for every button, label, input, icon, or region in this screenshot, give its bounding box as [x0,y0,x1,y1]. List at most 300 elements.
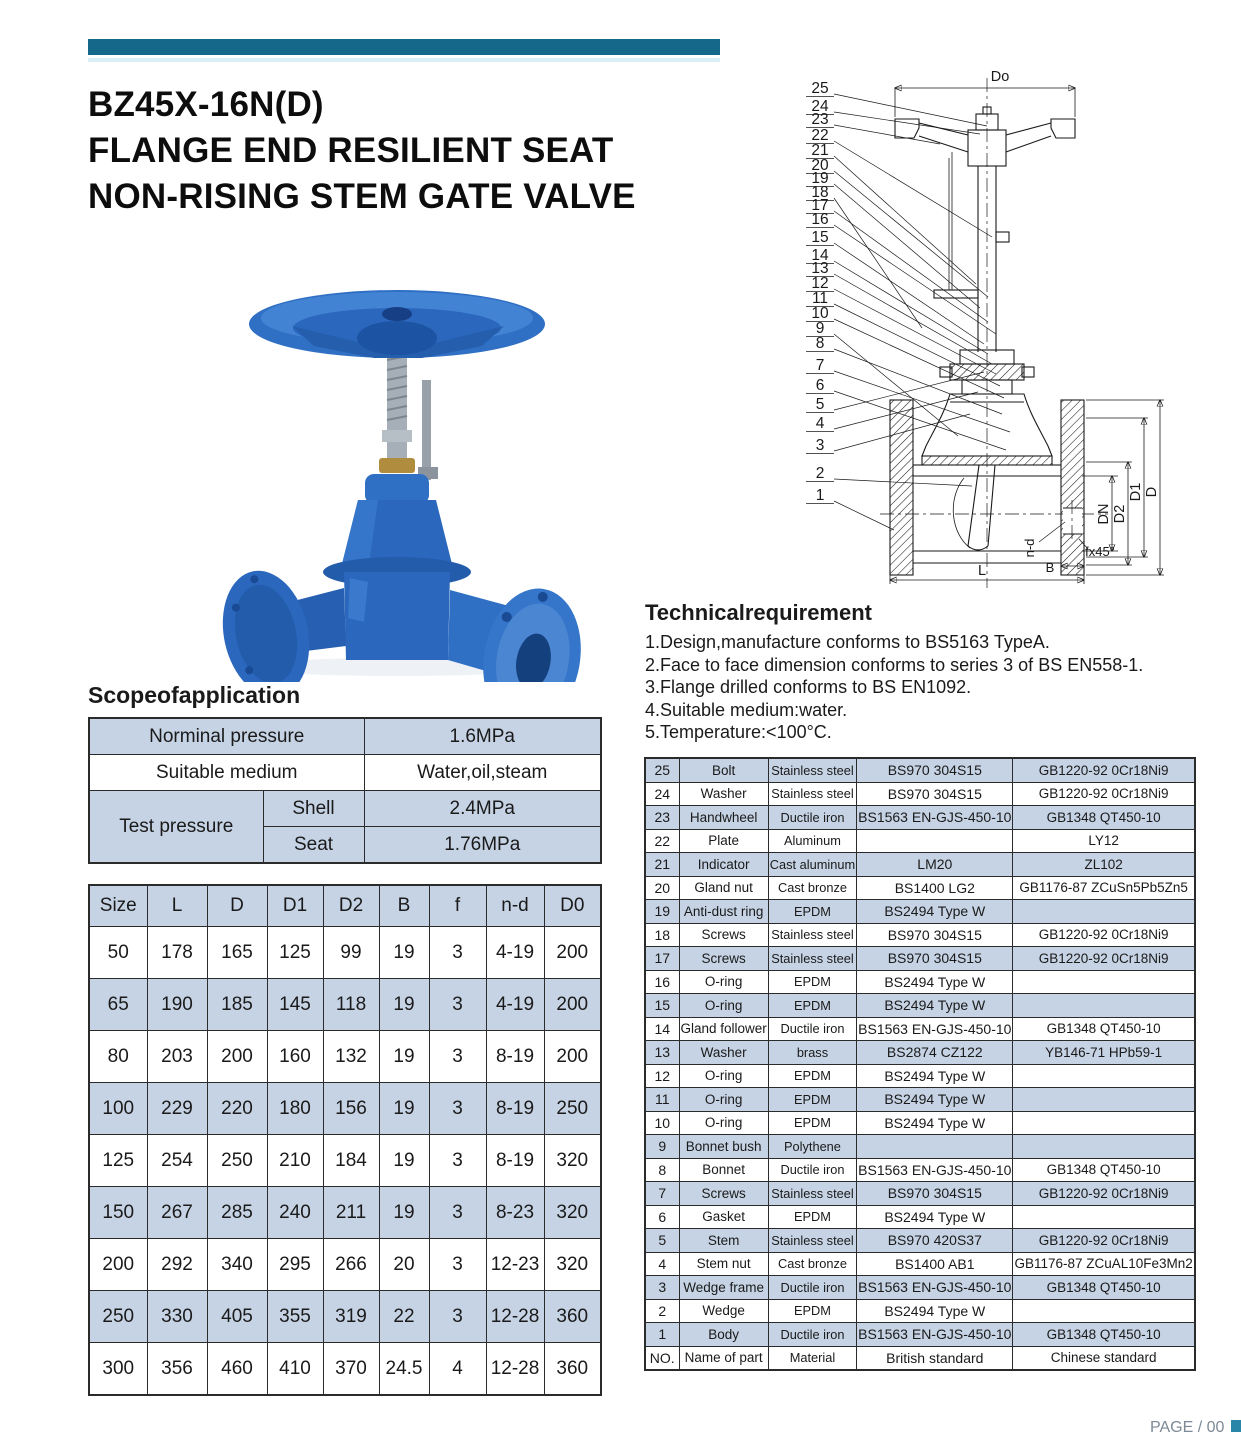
table-cell: 19 [379,1135,429,1187]
table-cell: O-ring [679,1111,768,1135]
parts-header-row [645,1346,1195,1370]
table-cell: NO. [645,1346,679,1370]
table-cell: 11 [645,1088,679,1112]
table-cell: Handwheel [679,806,768,830]
table-cell: 254 [147,1135,207,1187]
table-cell: 200 [544,1031,601,1083]
table-cell [1013,900,1195,924]
table-cell: BS2874 CZ122 [857,1041,1013,1065]
table-cell: Bolt [679,758,768,782]
table-cell: BS1400 LG2 [857,876,1013,900]
table-cell: 229 [147,1083,207,1135]
table-cell: GB1220-92 0Cr18Ni9 [1013,1229,1195,1253]
table-cell: 405 [207,1291,267,1343]
table-cell: 320 [544,1135,601,1187]
table-cell: 100 [89,1083,147,1135]
scope-label: Suitable medium [89,755,364,791]
table-cell: Material [768,1346,856,1370]
table-row [645,876,1195,900]
table-cell: BS2494 Type W [857,1111,1013,1135]
table-cell: Gland follower [679,1017,768,1041]
diagram-part-number: 5 [815,396,825,413]
table-cell: B [379,885,429,927]
header-accent-bar-light [88,58,720,62]
table-cell: 240 [267,1187,323,1239]
table-cell: Stainless steel [768,782,856,806]
table-row [645,1252,1195,1276]
table-cell: 370 [323,1343,379,1396]
table-cell: 200 [207,1031,267,1083]
table-cell: 145 [267,979,323,1031]
table-cell: 132 [323,1031,379,1083]
table-cell: EPDM [768,994,856,1018]
tech-requirement-item: 2.Face to face dimension conforms to series 3 of BS EN558-1. [645,654,1144,675]
table-cell: Indicator [679,853,768,877]
dim-label-l: L [977,563,987,579]
table-cell: 460 [207,1343,267,1396]
table-row [645,853,1195,877]
table-cell: 285 [207,1187,267,1239]
valve-stem [379,340,415,473]
table-cell: Size [89,885,147,927]
table-cell: BS970 420S37 [857,1229,1013,1253]
table-cell: BS2494 Type W [857,1088,1013,1112]
table-row [645,782,1195,806]
table-row [89,979,601,1031]
tech-requirement-item: 5.Temperature:<100°C. [645,722,832,742]
table-cell: 23 [645,806,679,830]
table-cell: Stainless steel [768,1229,856,1253]
scope-label: Norminal pressure [89,718,364,755]
table-row [645,970,1195,994]
table-cell [1013,1205,1195,1229]
table-cell: Wedge frame [679,1276,768,1300]
table-row [645,758,1195,782]
table-cell: 12-23 [486,1239,544,1291]
diagram-part-number: 16 [811,211,829,228]
table-cell [1013,970,1195,994]
table-cell: 184 [323,1135,379,1187]
table-cell: 3 [429,1239,486,1291]
table-cell: British standard [857,1346,1013,1370]
diagram-part-number: 1 [815,487,825,504]
table-cell [1013,1299,1195,1323]
scope-value: 1.76MPa [364,827,601,864]
table-cell: D2 [323,885,379,927]
table-cell: Stainless steel [768,758,856,782]
table-row [645,1158,1195,1182]
table-cell: Chinese standard [1013,1346,1195,1370]
diagram-part-number: 21 [811,142,829,159]
diagram-part-number: 12 [811,275,829,292]
table-row [645,1041,1195,1065]
table-row [645,1323,1195,1347]
table-cell: GB1220-92 0Cr18Ni9 [1013,923,1195,947]
dim-label-dn: DN [1096,503,1112,525]
diagram-part-number: 19 [811,170,829,187]
diagram-part-number: 17 [811,197,829,214]
table-cell: 125 [89,1135,147,1187]
dim-label-do: Do [990,69,1010,85]
table-cell: 19 [379,927,429,979]
diagram-part-number: 22 [811,127,829,144]
page-title [88,82,636,220]
technical-diagram [782,62,1241,602]
table-cell: Ductile iron [768,1323,856,1347]
table-cell: 19 [379,1187,429,1239]
table-cell: 178 [147,927,207,979]
table-cell: 8-19 [486,1083,544,1135]
table-cell: 9 [645,1135,679,1159]
table-cell: 12 [645,1064,679,1088]
table-cell: Body [679,1323,768,1347]
table-cell: 99 [323,927,379,979]
scope-table [88,717,602,864]
table-cell: D [207,885,267,927]
table-cell: BS970 304S15 [857,758,1013,782]
scope-label: Test pressure [89,791,263,864]
table-cell: 266 [323,1239,379,1291]
table-cell: BS2494 Type W [857,970,1013,994]
table-cell: Ductile iron [768,1158,856,1182]
dim-label-d1: D1 [1128,482,1144,502]
table-cell: 330 [147,1291,207,1343]
scope-value: Water,oil,steam [364,755,601,791]
table-cell: Cast aluminum [768,853,856,877]
table-cell: Washer [679,1041,768,1065]
table-cell: 200 [89,1239,147,1291]
parts-table [644,757,1196,1371]
table-row [645,1299,1195,1323]
table-cell: 19 [379,1031,429,1083]
table-cell: GB1220-92 0Cr18Ni9 [1013,782,1195,806]
table-cell: Stainless steel [768,1182,856,1206]
table-row [645,1064,1195,1088]
dimensions-header-row [89,885,601,927]
diagram-part-number: 15 [811,229,829,246]
table-cell: 320 [544,1187,601,1239]
table-cell: 19 [379,1083,429,1135]
table-cell: 21 [645,853,679,877]
table-cell: 20 [645,876,679,900]
table-cell: BS1400 AB1 [857,1252,1013,1276]
tech-requirement-item: 3.Flange drilled conforms to BS EN1092. [645,677,972,697]
table-cell: BS1563 EN-GJS-450-10 [857,1158,1013,1182]
table-row [89,1135,601,1187]
page-title-line: NON-RISING STEM GATE VALVE [88,177,636,216]
table-cell: BS970 304S15 [857,947,1013,971]
table-cell: 340 [207,1239,267,1291]
diagram-part-number: 3 [815,437,825,454]
table-cell: 250 [207,1135,267,1187]
table-row [645,829,1195,853]
table-cell: 22 [379,1291,429,1343]
scope-value: 1.6MPa [364,718,601,755]
table-cell: 3 [645,1276,679,1300]
table-cell: 12-28 [486,1291,544,1343]
table-cell: 3 [429,979,486,1031]
table-cell: Washer [679,782,768,806]
table-cell: Stem [679,1229,768,1253]
scope-row [89,791,601,827]
table-cell: 250 [89,1291,147,1343]
valve-bonnet [323,474,471,587]
table-cell: Screws [679,1182,768,1206]
table-cell [1013,1088,1195,1112]
table-cell: 410 [267,1343,323,1396]
table-cell: 360 [544,1343,601,1396]
table-cell: GB1176-87 ZCuAL10Fe3Mn2 [1013,1252,1195,1276]
table-cell: Polythene [768,1135,856,1159]
product-photo [182,262,602,682]
table-cell: 4-19 [486,979,544,1031]
scope-heading: Scopeofapplication [88,682,301,708]
table-cell: 220 [207,1083,267,1135]
table-cell: GB1220-92 0Cr18Ni9 [1013,1182,1195,1206]
table-cell: 17 [645,947,679,971]
table-cell: Stainless steel [768,947,856,971]
table-cell: 190 [147,979,207,1031]
table-row [645,1135,1195,1159]
table-cell: 4 [429,1343,486,1396]
table-cell: GB1176-87 ZCuSn5Pb5Zn5 [1013,876,1195,900]
table-cell: 8-19 [486,1031,544,1083]
table-row [89,1187,601,1239]
table-row [89,927,601,979]
diagram-part-number: 10 [811,305,829,322]
table-cell [1013,1111,1195,1135]
table-cell: 22 [645,829,679,853]
tech-requirement-item: 1.Design,manufacture conforms to BS5163 TypeA. [645,632,1050,652]
valve-handwheel [249,290,545,358]
tech-requirement-heading: Technicalrequirement [645,600,872,625]
table-cell: BS2494 Type W [857,1064,1013,1088]
table-cell: D0 [544,885,601,927]
table-cell: 319 [323,1291,379,1343]
table-cell: GB1348 QT450-10 [1013,806,1195,830]
table-cell: 10 [645,1111,679,1135]
table-cell: 200 [544,979,601,1031]
table-cell: 203 [147,1031,207,1083]
table-cell: BS1563 EN-GJS-450-10 [857,1276,1013,1300]
table-cell: EPDM [768,1205,856,1229]
header-accent-bar [88,39,720,55]
table-row [89,1239,601,1291]
table-cell: 18 [645,923,679,947]
table-cell: 3 [429,1083,486,1135]
table-cell: Ductile iron [768,1276,856,1300]
scope-row [89,755,601,791]
dim-label-d: D [1144,486,1160,498]
table-row [645,1111,1195,1135]
table-cell: 6 [645,1205,679,1229]
table-cell: 80 [89,1031,147,1083]
table-cell: 15 [645,994,679,1018]
table-cell: 13 [645,1041,679,1065]
table-cell [857,829,1013,853]
table-cell: 267 [147,1187,207,1239]
table-cell: 12-28 [486,1343,544,1396]
table-cell: Anti-dust ring [679,900,768,924]
page-marker-icon [1231,1420,1241,1432]
diagram-part-number: 11 [811,290,829,307]
table-cell: 19 [379,979,429,1031]
table-cell: 8-23 [486,1187,544,1239]
table-cell: BS970 304S15 [857,1182,1013,1206]
diagram-part-number: 6 [815,377,825,394]
diagram-part-number: 18 [811,184,829,201]
table-cell: BS2494 Type W [857,1205,1013,1229]
table-cell: Cast bronze [768,1252,856,1276]
table-cell: GB1220-92 0Cr18Ni9 [1013,758,1195,782]
table-cell [857,1135,1013,1159]
table-cell: BS1563 EN-GJS-450-10 [857,1323,1013,1347]
table-cell: Screws [679,947,768,971]
table-cell: 65 [89,979,147,1031]
table-cell: BS2494 Type W [857,994,1013,1018]
table-cell: 24 [645,782,679,806]
table-cell: 165 [207,927,267,979]
table-cell: Stainless steel [768,923,856,947]
table-cell: 14 [645,1017,679,1041]
table-row [645,1088,1195,1112]
table-cell: O-ring [679,1088,768,1112]
table-cell: Bonnet [679,1158,768,1182]
table-cell: 300 [89,1343,147,1396]
table-cell: 156 [323,1083,379,1135]
diagram-part-number: 20 [811,157,829,174]
table-cell [1013,1135,1195,1159]
table-cell: EPDM [768,1064,856,1088]
table-cell: Stem nut [679,1252,768,1276]
table-cell: 160 [267,1031,323,1083]
table-cell: 5 [645,1229,679,1253]
table-cell: EPDM [768,1111,856,1135]
table-cell: 4-19 [486,927,544,979]
table-cell: O-ring [679,970,768,994]
table-row [89,1343,601,1396]
table-cell: BS2494 Type W [857,1299,1013,1323]
table-cell: EPDM [768,970,856,994]
page-title-line: BZ45X-16N(D) [88,85,324,124]
table-cell: GB1348 QT450-10 [1013,1276,1195,1300]
table-cell: EPDM [768,1299,856,1323]
table-cell: Name of part [679,1346,768,1370]
table-row [645,947,1195,971]
scope-sublabel: Seat [263,827,364,864]
table-cell: n-d [486,885,544,927]
table-row [645,900,1195,924]
diagram-part-number: 4 [815,415,825,432]
table-cell: 185 [207,979,267,1031]
table-cell: 16 [645,970,679,994]
table-cell: 320 [544,1239,601,1291]
table-cell: Wedge [679,1299,768,1323]
table-cell: 125 [267,927,323,979]
table-cell: 2 [645,1299,679,1323]
table-cell: BS2494 Type W [857,900,1013,924]
table-cell: 3 [429,927,486,979]
table-row [645,806,1195,830]
table-row [645,1182,1195,1206]
diagram-part-number: 14 [811,247,829,264]
table-cell: 118 [323,979,379,1031]
table-cell: 211 [323,1187,379,1239]
diagram-part-number: 2 [815,465,825,482]
table-cell: GB1348 QT450-10 [1013,1017,1195,1041]
table-cell: O-ring [679,1064,768,1088]
table-cell: 200 [544,927,601,979]
table-cell: Ductile iron [768,1017,856,1041]
diagram-part-number: 23 [811,111,829,128]
table-cell: 3 [429,1135,486,1187]
table-cell: Ductile iron [768,806,856,830]
diagram-part-number: 9 [815,320,825,337]
table-cell: BS970 304S15 [857,782,1013,806]
table-cell: LY12 [1013,829,1195,853]
table-row [645,1017,1195,1041]
table-cell: Gasket [679,1205,768,1229]
table-cell: BS970 304S15 [857,923,1013,947]
table-row [645,1229,1195,1253]
table-cell: L [147,885,207,927]
table-cell: 150 [89,1187,147,1239]
tech-requirement-list [645,631,1235,744]
table-cell: 24.5 [379,1343,429,1396]
table-cell: Screws [679,923,768,947]
table-row [645,1205,1195,1229]
table-cell: 25 [645,758,679,782]
table-cell: 1 [645,1323,679,1347]
table-cell: 20 [379,1239,429,1291]
table-row [89,1083,601,1135]
table-row [645,923,1195,947]
table-cell: ZL102 [1013,853,1195,877]
table-cell: 50 [89,927,147,979]
table-cell [1013,994,1195,1018]
dim-label-b: B [1045,560,1055,575]
table-cell: brass [768,1041,856,1065]
table-row [89,1291,601,1343]
table-cell: 8 [645,1158,679,1182]
table-cell: 210 [267,1135,323,1187]
table-cell: 250 [544,1083,601,1135]
diagram-part-number: 13 [811,260,829,277]
table-cell: Aluminum [768,829,856,853]
table-cell: f [429,885,486,927]
table-row [645,1276,1195,1300]
tech-requirement-item: 4.Suitable medium:water. [645,699,848,720]
page-footer-text: PAGE / 00 [1150,1419,1225,1432]
table-cell: LM20 [857,853,1013,877]
table-cell: O-ring [679,994,768,1018]
table-cell: Gland nut [679,876,768,900]
table-cell: 8-19 [486,1135,544,1187]
table-cell: Bonnet bush [679,1135,768,1159]
page-footer [1150,1419,1241,1432]
dim-label-f45: fx45° [1085,544,1115,559]
table-cell: BS1563 EN-GJS-450-10 [857,1017,1013,1041]
scope-value: 2.4MPa [364,791,601,827]
table-cell: 292 [147,1239,207,1291]
table-cell: GB1348 QT450-10 [1013,1158,1195,1182]
table-cell: 3 [429,1291,486,1343]
diagram-part-number: 7 [815,357,825,374]
table-cell: 19 [645,900,679,924]
scope-sublabel: Shell [263,791,364,827]
scope-row [89,718,601,755]
diagram-part-number: 8 [815,335,825,352]
